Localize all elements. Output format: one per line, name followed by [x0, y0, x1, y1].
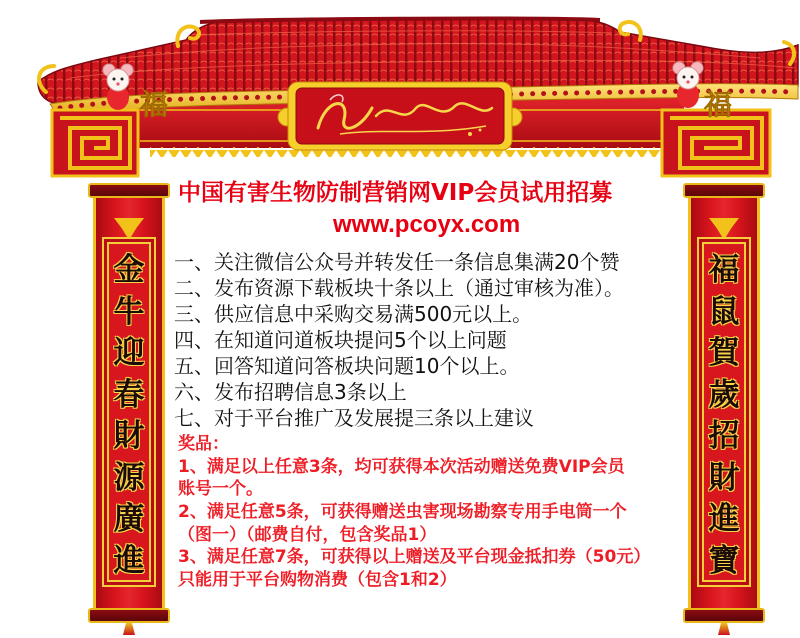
scroll-top-cap	[683, 183, 765, 198]
couplet-character: 牛	[113, 293, 145, 330]
couplet-character: 財	[113, 418, 145, 454]
prize-line: 3、满足任意7条，可获得以上赠送及平台现金抵扣券（50元）	[178, 547, 651, 568]
requirement-item: 五、回答知道问答板块问题10个以上。	[174, 354, 520, 378]
tassel-icon	[123, 623, 135, 635]
couplet-character: 福	[708, 252, 740, 288]
festive-gate	[0, 0, 800, 180]
couplet-character: 歲	[708, 376, 740, 413]
scroll-bottom-cap	[88, 608, 170, 623]
left-couplet-panel	[102, 237, 156, 587]
couplet-character: 進	[113, 542, 145, 579]
website-url: www.pcoyx.com	[333, 211, 521, 238]
couplet-character: 金	[113, 252, 145, 288]
prizes-section	[178, 433, 650, 592]
requirement-item: 六、发布招聘信息3条以上	[174, 380, 407, 404]
tassel-icon	[718, 623, 730, 635]
prize-line: 2、满足任意5条，可获得赠送虫害现场勘察专用手电筒一个	[178, 502, 627, 523]
couplet-character: 進	[708, 501, 740, 537]
prize-line: 账号一个。	[178, 479, 263, 500]
requirement-item: 三、供应信息中采购交易满500元以上。	[174, 302, 533, 326]
couplet-character: 招	[708, 418, 740, 454]
fu-character-left: 福	[140, 88, 169, 121]
couplet-character: 源	[113, 459, 145, 496]
requirement-item: 四、在知道问道板块提问5个以上问题	[174, 328, 507, 352]
scroll-top-cap	[88, 183, 170, 198]
fu-character-right: 福	[704, 88, 733, 121]
couplet-character: 賀	[708, 335, 740, 371]
poster-title: 中国有害生物防制营销网VIP会员试用招募	[178, 180, 613, 206]
new-year-banner	[278, 82, 522, 150]
scroll-bottom-cap	[683, 608, 765, 623]
requirements-list	[174, 249, 624, 431]
requirement-item: 一、关注微信公众号并转发任一条信息集满20个赞	[174, 250, 620, 274]
left-meander-bracket	[52, 110, 138, 176]
prize-line: 1、满足以上任意3条，均可获得本次活动赠送免费VIP会员	[178, 456, 625, 477]
right-couplet-panel	[697, 237, 751, 587]
couplet-character: 寶	[708, 542, 740, 579]
requirement-item: 二、发布资源下载板块十条以上（通过审核为准）。	[174, 276, 624, 300]
prize-line: 只能用于平台购物消费（包含1和2）	[178, 570, 457, 591]
couplet-character: 春	[113, 376, 145, 413]
right-couplet-scroll	[688, 183, 760, 623]
couplet-character: 迎	[113, 335, 145, 371]
couplet-character: 財	[708, 459, 740, 496]
prizes-heading: 奖品：	[178, 434, 229, 454]
couplet-character: 鼠	[708, 293, 740, 330]
prize-line: （图一）（邮费自付，包含奖品1）	[178, 524, 437, 545]
couplet-character: 廣	[113, 501, 145, 537]
requirement-item: 七、对于平台推广及发展提三条以上建议	[174, 406, 534, 430]
left-couplet-scroll	[93, 183, 165, 623]
